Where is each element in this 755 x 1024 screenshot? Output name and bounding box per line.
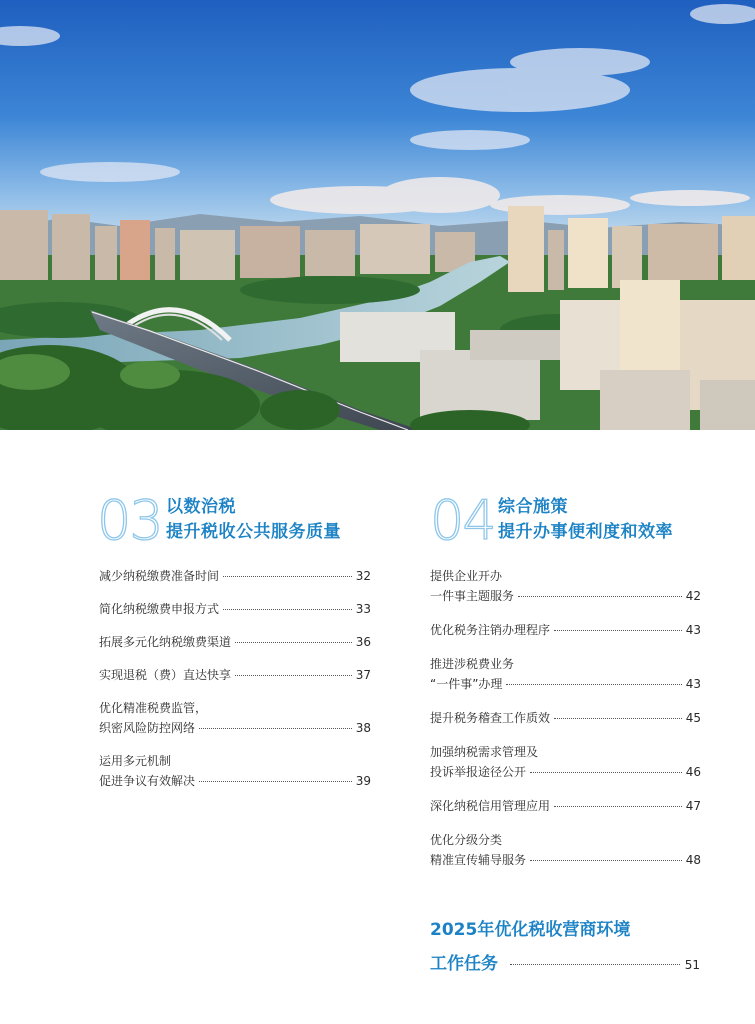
toc-entry-label: 减少纳税缴费准备时间 <box>99 569 220 583</box>
toc-entry-label: 优化分级分类 <box>430 833 503 847</box>
toc-entry-label: 推进涉税费业务 <box>430 657 515 671</box>
toc-entry-page: 33 <box>355 602 371 616</box>
toc-entry-label: 深化纳税信用管理应用 <box>430 799 551 813</box>
toc-entry-page: 37 <box>355 668 371 682</box>
toc-entry-label: 提升税务稽查工作质效 <box>430 711 551 725</box>
section-title-04 <box>498 495 673 545</box>
toc-entry-label: 加强纳税需求管理及 <box>430 745 539 759</box>
dot-leader <box>530 860 682 861</box>
toc-entry[interactable] <box>99 566 371 586</box>
toc-entry-page: 36 <box>355 635 371 649</box>
section-title-03-line1: 以数治税 <box>166 497 236 517</box>
toc-entry-page: 32 <box>355 569 371 583</box>
toc-entry-page: 47 <box>685 799 701 813</box>
section-title-04-line1: 综合施策 <box>498 497 568 517</box>
toc-entry-label: 简化纳税缴费申报方式 <box>99 602 220 616</box>
toc-entry-page: 38 <box>355 721 371 735</box>
tasks-toc-entry[interactable] <box>430 949 700 974</box>
dot-leader <box>199 781 352 782</box>
toc-entry[interactable] <box>430 796 701 816</box>
toc-entry[interactable] <box>430 620 701 640</box>
dot-leader <box>235 675 352 676</box>
tasks-page: 51 <box>684 958 700 972</box>
toc-entry-label: 织密风险防控网络 <box>99 721 196 735</box>
toc-entry-page: 46 <box>685 765 701 779</box>
dot-leader <box>510 964 680 965</box>
dot-leader <box>530 772 682 773</box>
toc-list-03 <box>99 566 371 791</box>
dot-leader <box>223 576 352 577</box>
toc-entry[interactable] <box>430 708 701 728</box>
dot-leader <box>235 642 352 643</box>
toc-entry-label: 优化税务注销办理程序 <box>430 623 551 637</box>
tasks-title-line1: 2025年优化税收营商环境 <box>430 920 631 940</box>
toc-entry-label: “一件事”办理 <box>430 677 503 691</box>
toc-entry[interactable] <box>430 742 701 782</box>
section-title-04-line2: 提升办事便利度和效率 <box>498 522 673 542</box>
city-skyline-illustration <box>0 0 755 430</box>
toc-entry[interactable] <box>430 830 701 870</box>
dot-leader <box>518 596 682 597</box>
tasks-title-line2: 工作任务 <box>430 954 498 974</box>
toc-entry-label: 运用多元机制 <box>99 754 172 768</box>
toc-entry-page: 43 <box>685 623 701 637</box>
toc-entry[interactable] <box>99 751 371 791</box>
section-number-04: 04 <box>430 489 495 552</box>
toc-entry[interactable] <box>430 566 701 606</box>
toc-entry[interactable] <box>99 632 371 652</box>
toc-list-04 <box>430 566 701 870</box>
toc-entry-label: 拓展多元化纳税缴费渠道 <box>99 635 232 649</box>
toc-entry-label: 一件事主题服务 <box>430 589 515 603</box>
dot-leader <box>554 806 682 807</box>
toc-entry[interactable] <box>430 654 701 694</box>
section-title-03-line2: 提升税收公共服务质量 <box>166 522 341 542</box>
toc-entry-label: 投诉举报途径公开 <box>430 765 527 779</box>
toc-entry-page: 39 <box>355 774 371 788</box>
hero-city-photo <box>0 0 755 430</box>
toc-entry[interactable] <box>99 665 371 685</box>
toc-entry-label: 实现退税（费）直达快享 <box>99 668 232 682</box>
toc-entry-label: 提供企业开办 <box>430 569 503 583</box>
toc-entry[interactable] <box>99 599 371 619</box>
dot-leader <box>199 728 352 729</box>
toc-entry-label: 精准宣传辅导服务 <box>430 853 527 867</box>
section-number-03: 03 <box>97 489 162 552</box>
toc-entry-page: 43 <box>685 677 701 691</box>
dot-leader <box>506 684 681 685</box>
toc-entry-page: 45 <box>685 711 701 725</box>
dot-leader <box>554 630 682 631</box>
toc-entry-page: 42 <box>685 589 701 603</box>
toc-entry-label: 促进争议有效解决 <box>99 774 196 788</box>
toc-entry-label: 优化精准税费监管， <box>99 701 208 715</box>
dot-leader <box>554 718 682 719</box>
dot-leader <box>223 609 352 610</box>
toc-entry[interactable] <box>99 698 371 738</box>
toc-entry-page: 48 <box>685 853 701 867</box>
section-title-03 <box>166 495 341 545</box>
